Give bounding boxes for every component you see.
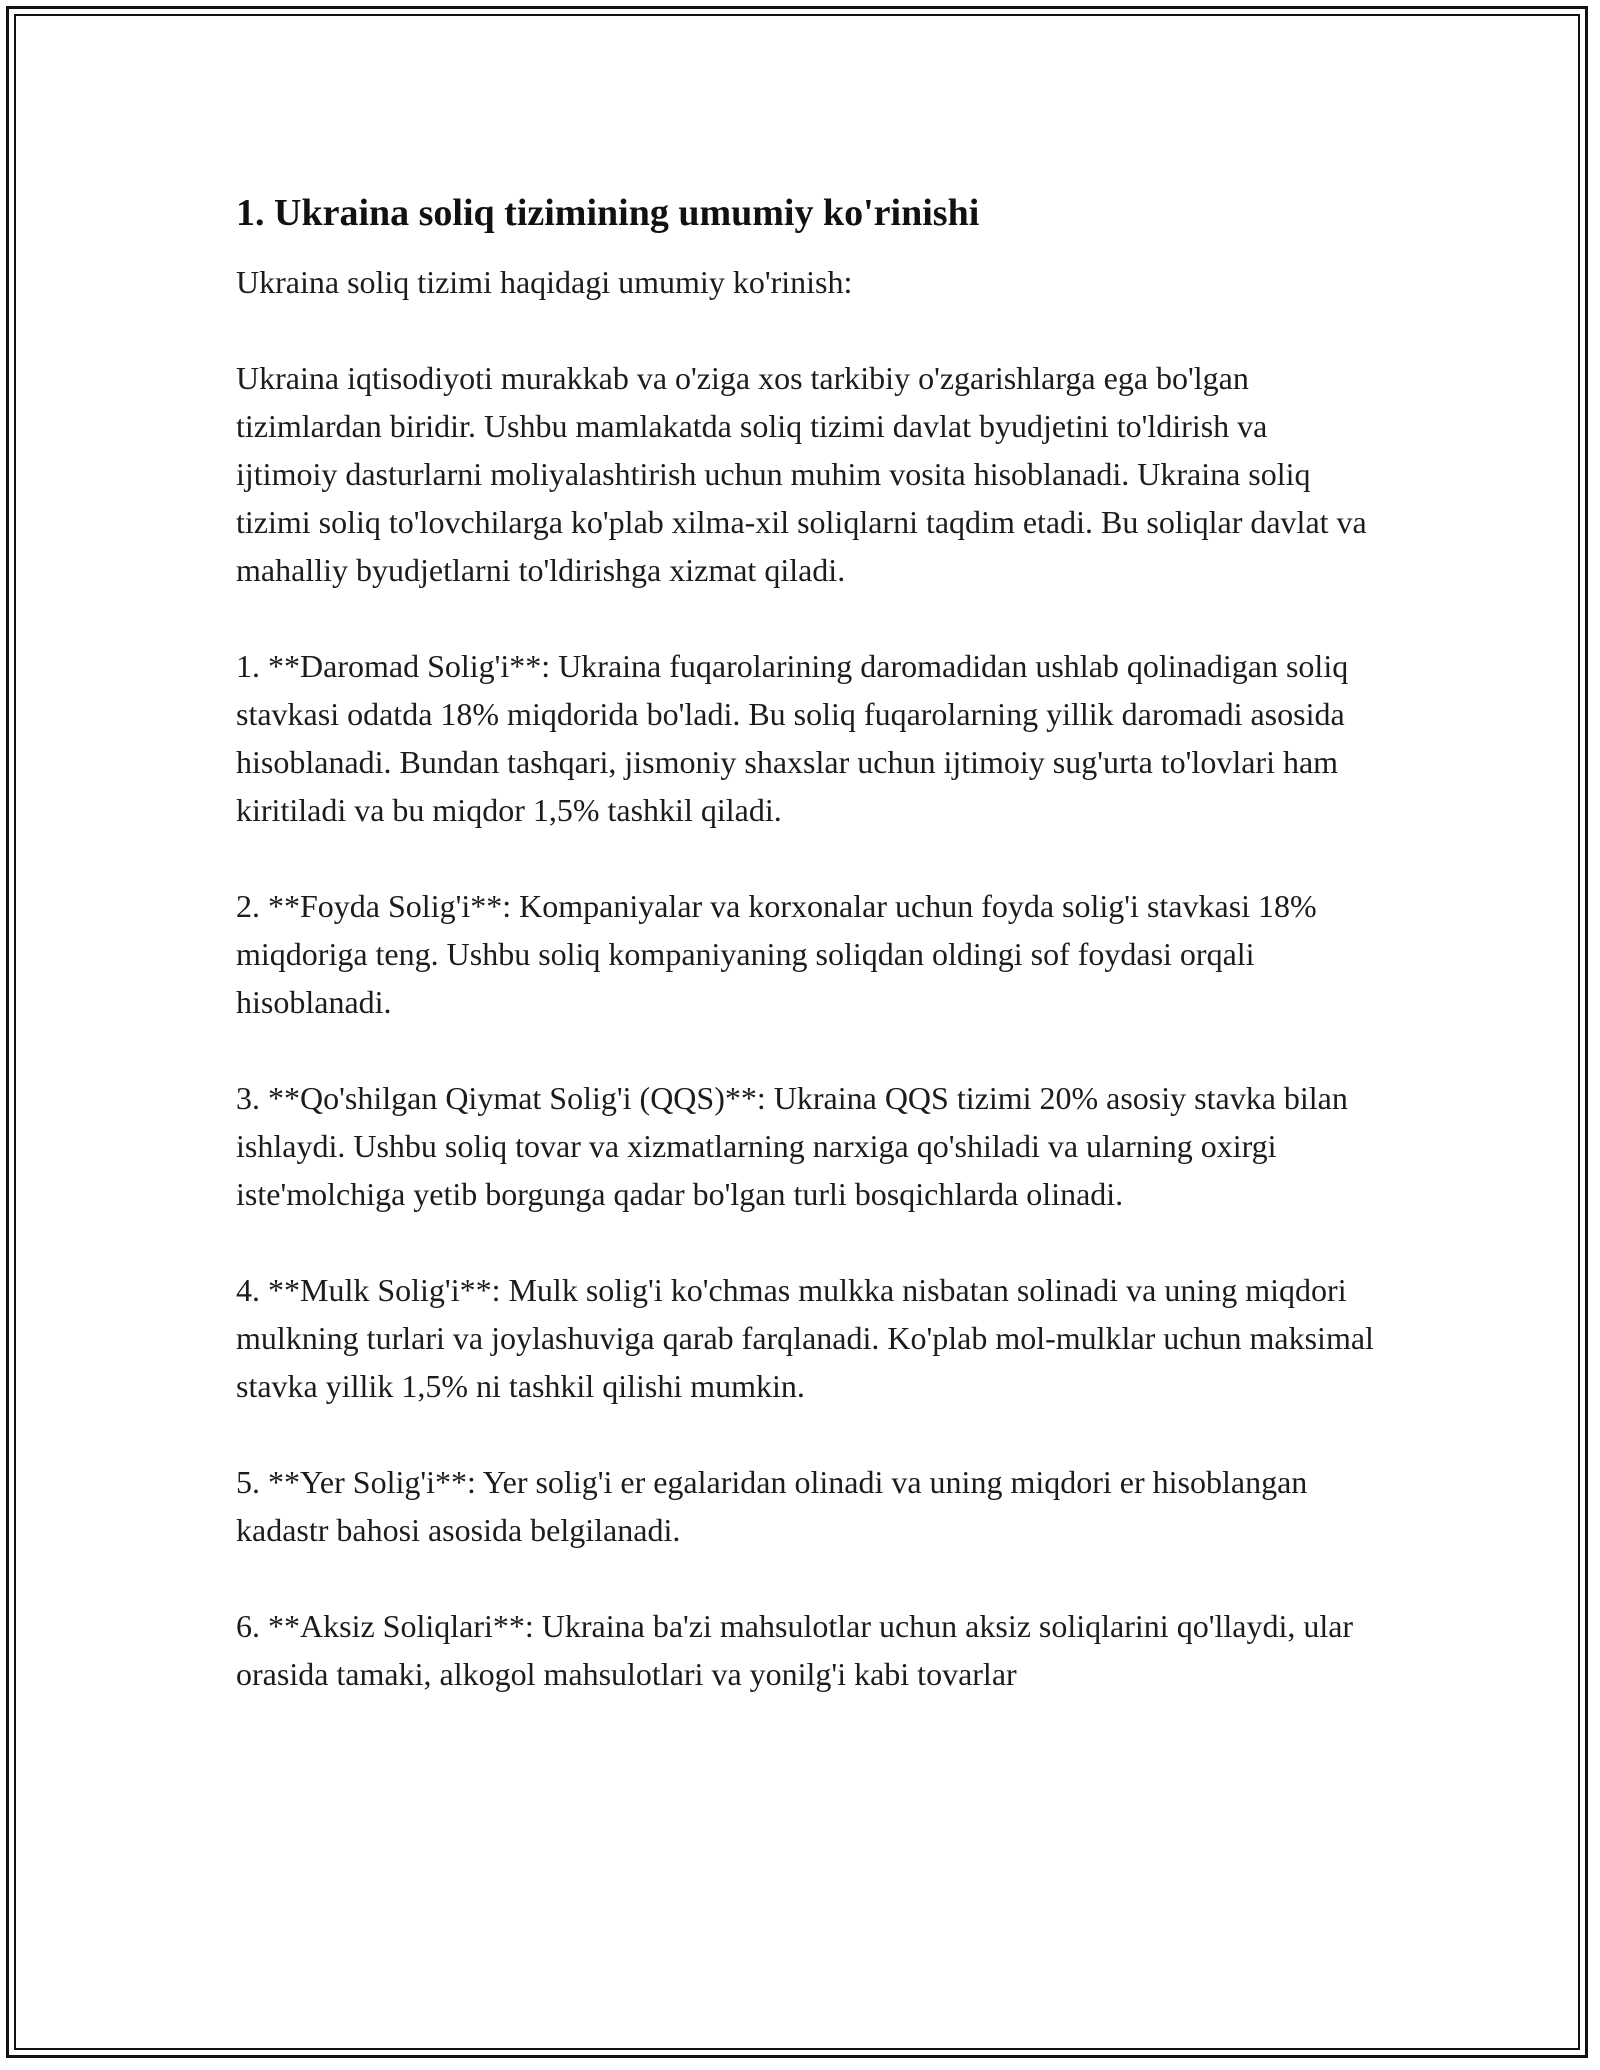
- list-item-income-tax: 1. **Daromad Solig'i**: Ukraina fuqarolarining daromadidan ushlab qolinadigan soliq stavkasi odatda 18% miqdorida bo'ladi. Bu soliq fuqarolarning yillik daromadi asosida hisoblanadi. Bundan tashqari, jismoniy shaxslar uchun ijtimoiy sug'urta to'lovlari ham kiritiladi va bu miqdor 1,5% tashkil qiladi.: [236, 648, 1349, 828]
- overview-paragraph: Ukraina iqtisodiyoti murakkab va o'ziga xos tarkibiy o'zgarishlarga ega bo'lgan tizimlardan biridir. Ushbu mamlakatda soliq tizimi davlat byudjetini to'ldirish va ijtimoiy dasturlarni moliyalashtirish uchun muhim vosita hisoblanadi. Ukraina soliq tizimi soliq to'lovchilarga ko'plab xilma-xil soliqlarni taqdim etadi. Bu soliqlar davlat va mahalliy byudjetlarni to'ldirishga xizmat qiladi.: [236, 360, 1367, 588]
- list-item-excise-tax: 6. **Aksiz Soliqlari**: Ukraina ba'zi mahsulotlar uchun aksiz soliqlarini qo'llaydi, ular orasida tamaki, alkogol mahsulotlari va yonilg'i kabi tovarlar: [236, 1608, 1354, 1692]
- list-item-profit-tax: 2. **Foyda Solig'i**: Kompaniyalar va korxonalar uchun foyda solig'i stavkasi 18% miqdoriga teng. Ushbu soliq kompaniyaning soliqdan oldingi sof foydasi orqali hisoblanadi.: [236, 888, 1317, 1020]
- intro-paragraph: Ukraina soliq tizimi haqidagi umumiy ko'rinish:: [236, 264, 853, 300]
- list-item-vat: 3. **Qo'shilgan Qiymat Solig'i (QQS)**: Ukraina QQS tizimi 20% asosiy stavka bilan ishlaydi. Ushbu soliq tovar va xizmatlarning narxiga qo'shiladi va ularning oxirgi iste'molchiga yetib borgunga qadar bo'lgan turli bosqichlarda olinadi.: [236, 1080, 1348, 1212]
- list-item-property-tax: 4. **Mulk Solig'i**: Mulk solig'i ko'chmas mulkka nisbatan solinadi va uning miqdori mulkning turlari va joylashuviga qarab farqlanadi. Ko'plab mol-mulklar uchun maksimal stavka yillik 1,5% ni tashkil qilishi mumkin.: [236, 1272, 1374, 1404]
- document-title: 1. Ukraina soliq tizimining umumiy ko'rinishi: [236, 192, 980, 234]
- list-item-land-tax: 5. **Yer Solig'i**: Yer solig'i er egalaridan olinadi va uning miqdori er hisoblangan kadastr bahosi asosida belgilanadi.: [236, 1464, 1308, 1548]
- document-body: [236, 188, 1376, 1746]
